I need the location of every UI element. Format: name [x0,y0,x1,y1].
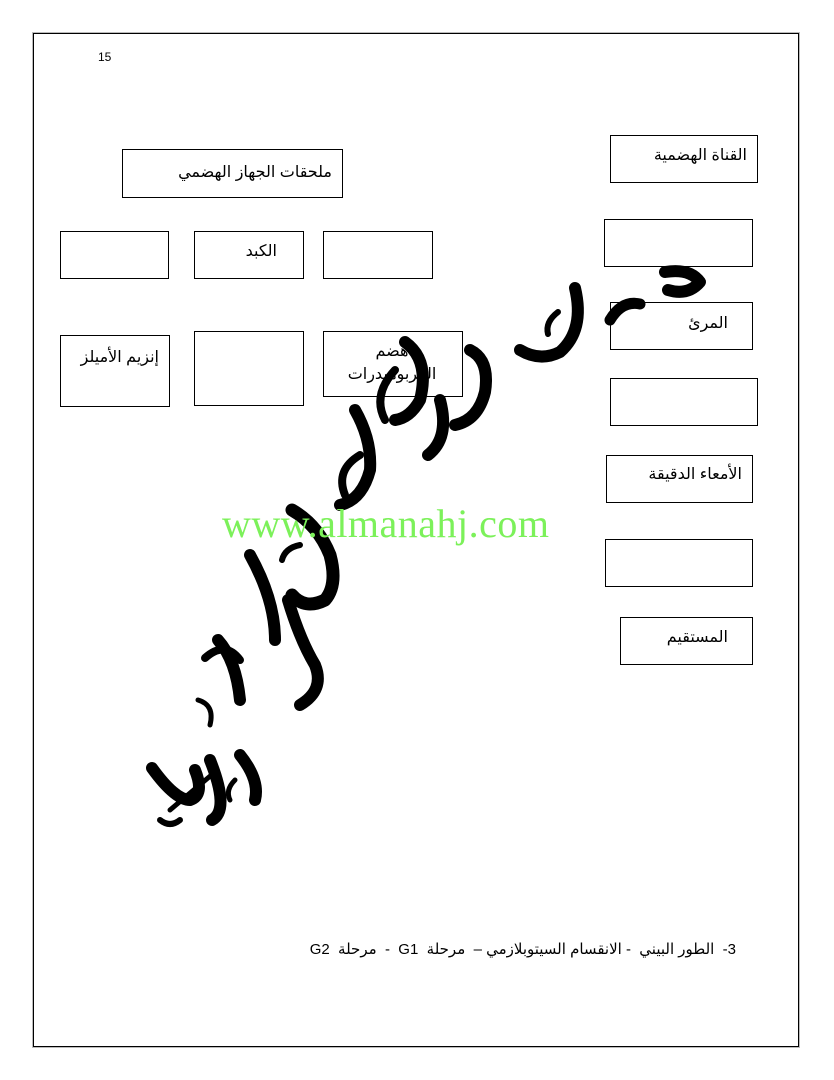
function-box-amylase: إنزيم الأميلز [60,335,170,407]
accessories-title: ملحقات الجهاز الهضمي [178,164,332,181]
watermark-url: www.almanahj.com [222,501,550,546]
accessory-box-liver: الكبد [194,231,304,279]
canal-box-small-intestine: الأمعاء الدقيقة [606,455,753,503]
footer-text: 3- الطور البيني - الانقسام السيتوبلازمي – مرحلة G1 - مرحلة G2 [309,941,736,958]
page-number: 15 [98,50,112,64]
canal-box-esophagus: المرئ [610,302,753,350]
canal-box: القناة الهضمية [610,135,758,183]
function-box-carb-digestion: هضم الكربوهيدرات [323,331,463,397]
canal-box-rectum: المستقيم [620,617,753,665]
